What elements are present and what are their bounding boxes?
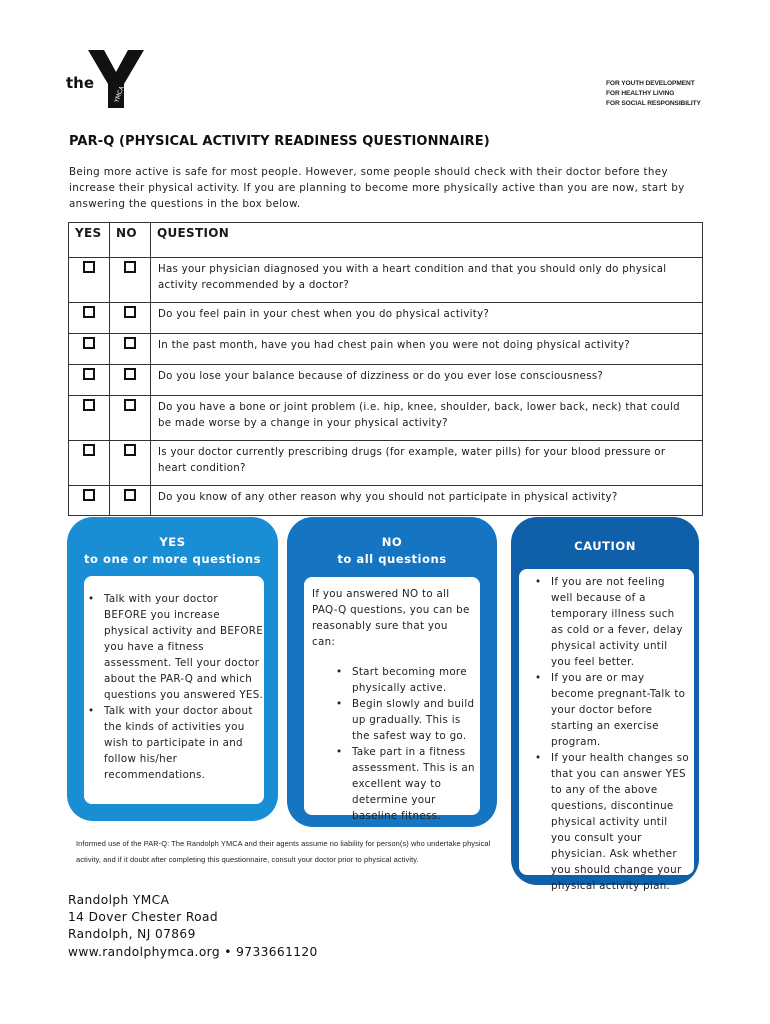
yes-checkbox[interactable] [83,444,95,456]
question-text: In the past month, have you had chest pain when you were not doing physical activity? [151,334,703,365]
tagline-line: FOR HEALTHY LIVING [606,90,675,97]
table-row [69,334,703,365]
address-street: 14 Dover Chester Road [68,910,219,925]
header-question: QUESTION [151,223,703,258]
no-box-title-main: NO [381,535,403,549]
yes-box-title-sub: to one or more questions [84,552,261,566]
list-item: • If you are or may become pregnant-Talk to your doctor before starting an exercise program. [531,670,690,750]
address-city: Randolph, NJ 07869 [68,927,196,942]
question-text: Do you have a bone or joint problem (i.e. hip, knee, shoulder, back, lower back, neck) that could be made worse by a change in your physical activity? [151,396,703,441]
address-contact[interactable]: www.randolphymca.org • 9733661120 [68,944,318,959]
question-text: Do you lose your balance because of dizziness or do you ever lose consciousness? [151,365,703,396]
yes-checkbox[interactable] [83,337,95,349]
question-text: Do you feel pain in your chest when you do physical activity? [151,303,703,334]
address-block [68,892,318,961]
list-item: • Start becoming more physically active. [332,664,476,696]
question-text: Is your doctor currently prescribing drugs (for example, water pills) for your blood pressure or heart condition? [151,441,703,486]
list-item: • Take part in a fitness assessment. This is an excellent way to determine your baseline fitness. [332,744,476,824]
no-checkbox[interactable] [124,368,136,380]
list-item: • Talk with your doctor BEFORE you increase physical activity and BEFORE you have a fitness assessment. Tell your doctor about the PAR-Q and which questions you answered YES. [84,591,264,703]
caution-box-title: CAUTION [574,539,636,553]
yes-checkbox[interactable] [83,399,95,411]
yes-checkbox[interactable] [83,489,95,501]
no-checkbox[interactable] [124,306,136,318]
table-row [69,486,703,516]
tagline [606,79,701,109]
list-item: • If your health changes so that you can answer YES to any of the above questions, discontinue physical activity until you consult your physician. Ask whether you should change your physical activity plan. [531,750,690,894]
no-checkbox[interactable] [124,337,136,349]
table-row [69,396,703,441]
no-checkbox[interactable] [124,399,136,411]
no-checkbox[interactable] [124,261,136,273]
table-header-row [69,223,703,258]
no-checkbox[interactable] [124,444,136,456]
no-box-title-sub: to all questions [337,552,447,566]
question-text: Has your physician diagnosed you with a heart condition and that you should only do physical activity recommended by a doctor? [151,258,703,303]
caution-box-content [519,569,694,892]
tagline-line: FOR YOUTH DEVELOPMENT [606,80,695,87]
header-yes: YES [69,223,110,258]
no-box-intro: If you answered NO to all PAQ-Q questions, you can be reasonably sure that you can: [312,588,470,648]
questionnaire-table [68,222,703,516]
yes-box [67,517,278,821]
yes-box-title-main: YES [159,535,186,549]
table-row [69,303,703,334]
header-no: NO [110,223,151,258]
question-text: Do you know of any other reason why you should not participate in physical activity? [151,486,703,516]
intro-paragraph: Being more active is safe for most people. However, some people should check with their doctor before they increase their physical activity. If you are planning to become more physically active than you are now, start by answering the questions in the box below. [69,166,685,210]
list-item: • Talk with your doctor about the kinds of activities you wish to participate in and follow his/her recommendations. [84,703,264,783]
yes-checkbox[interactable] [83,368,95,380]
tagline-line: FOR SOCIAL RESPONSIBILITY [606,100,701,107]
caution-box [511,517,699,892]
list-item: • Begin slowly and build up gradually. This is the safest way to go. [332,696,476,744]
table-row [69,258,703,303]
yes-checkbox[interactable] [83,261,95,273]
no-box-content [304,577,480,822]
logo-the-text: the [66,74,95,92]
page-title: PAR-Q (PHYSICAL ACTIVITY READINESS QUESTIONNAIRE) [69,134,490,149]
table-row [69,365,703,396]
logo-ymca-subtext: YMCA [113,85,126,104]
yes-box-title [67,534,278,568]
ymca-logo [66,48,150,112]
address-name: Randolph YMCA [68,893,170,907]
yes-box-content [84,576,264,804]
table-row [69,441,703,486]
no-checkbox[interactable] [124,489,136,501]
no-box [287,517,497,827]
no-box-title [287,534,497,568]
yes-checkbox[interactable] [83,306,95,318]
list-item: • If you are not feeling well because of a temporary illness such as cold or a fever, delay physical activity until you feel better. [531,574,690,670]
disclaimer-text: Informed use of the PAR-Q: The Randolph YMCA and their agents assume no liability for person(s) who undertake physical activity, and if it doubt after completing this questionnaire, consult your doctor prior to physical activity. [76,839,491,864]
y-logo-icon [86,48,148,110]
